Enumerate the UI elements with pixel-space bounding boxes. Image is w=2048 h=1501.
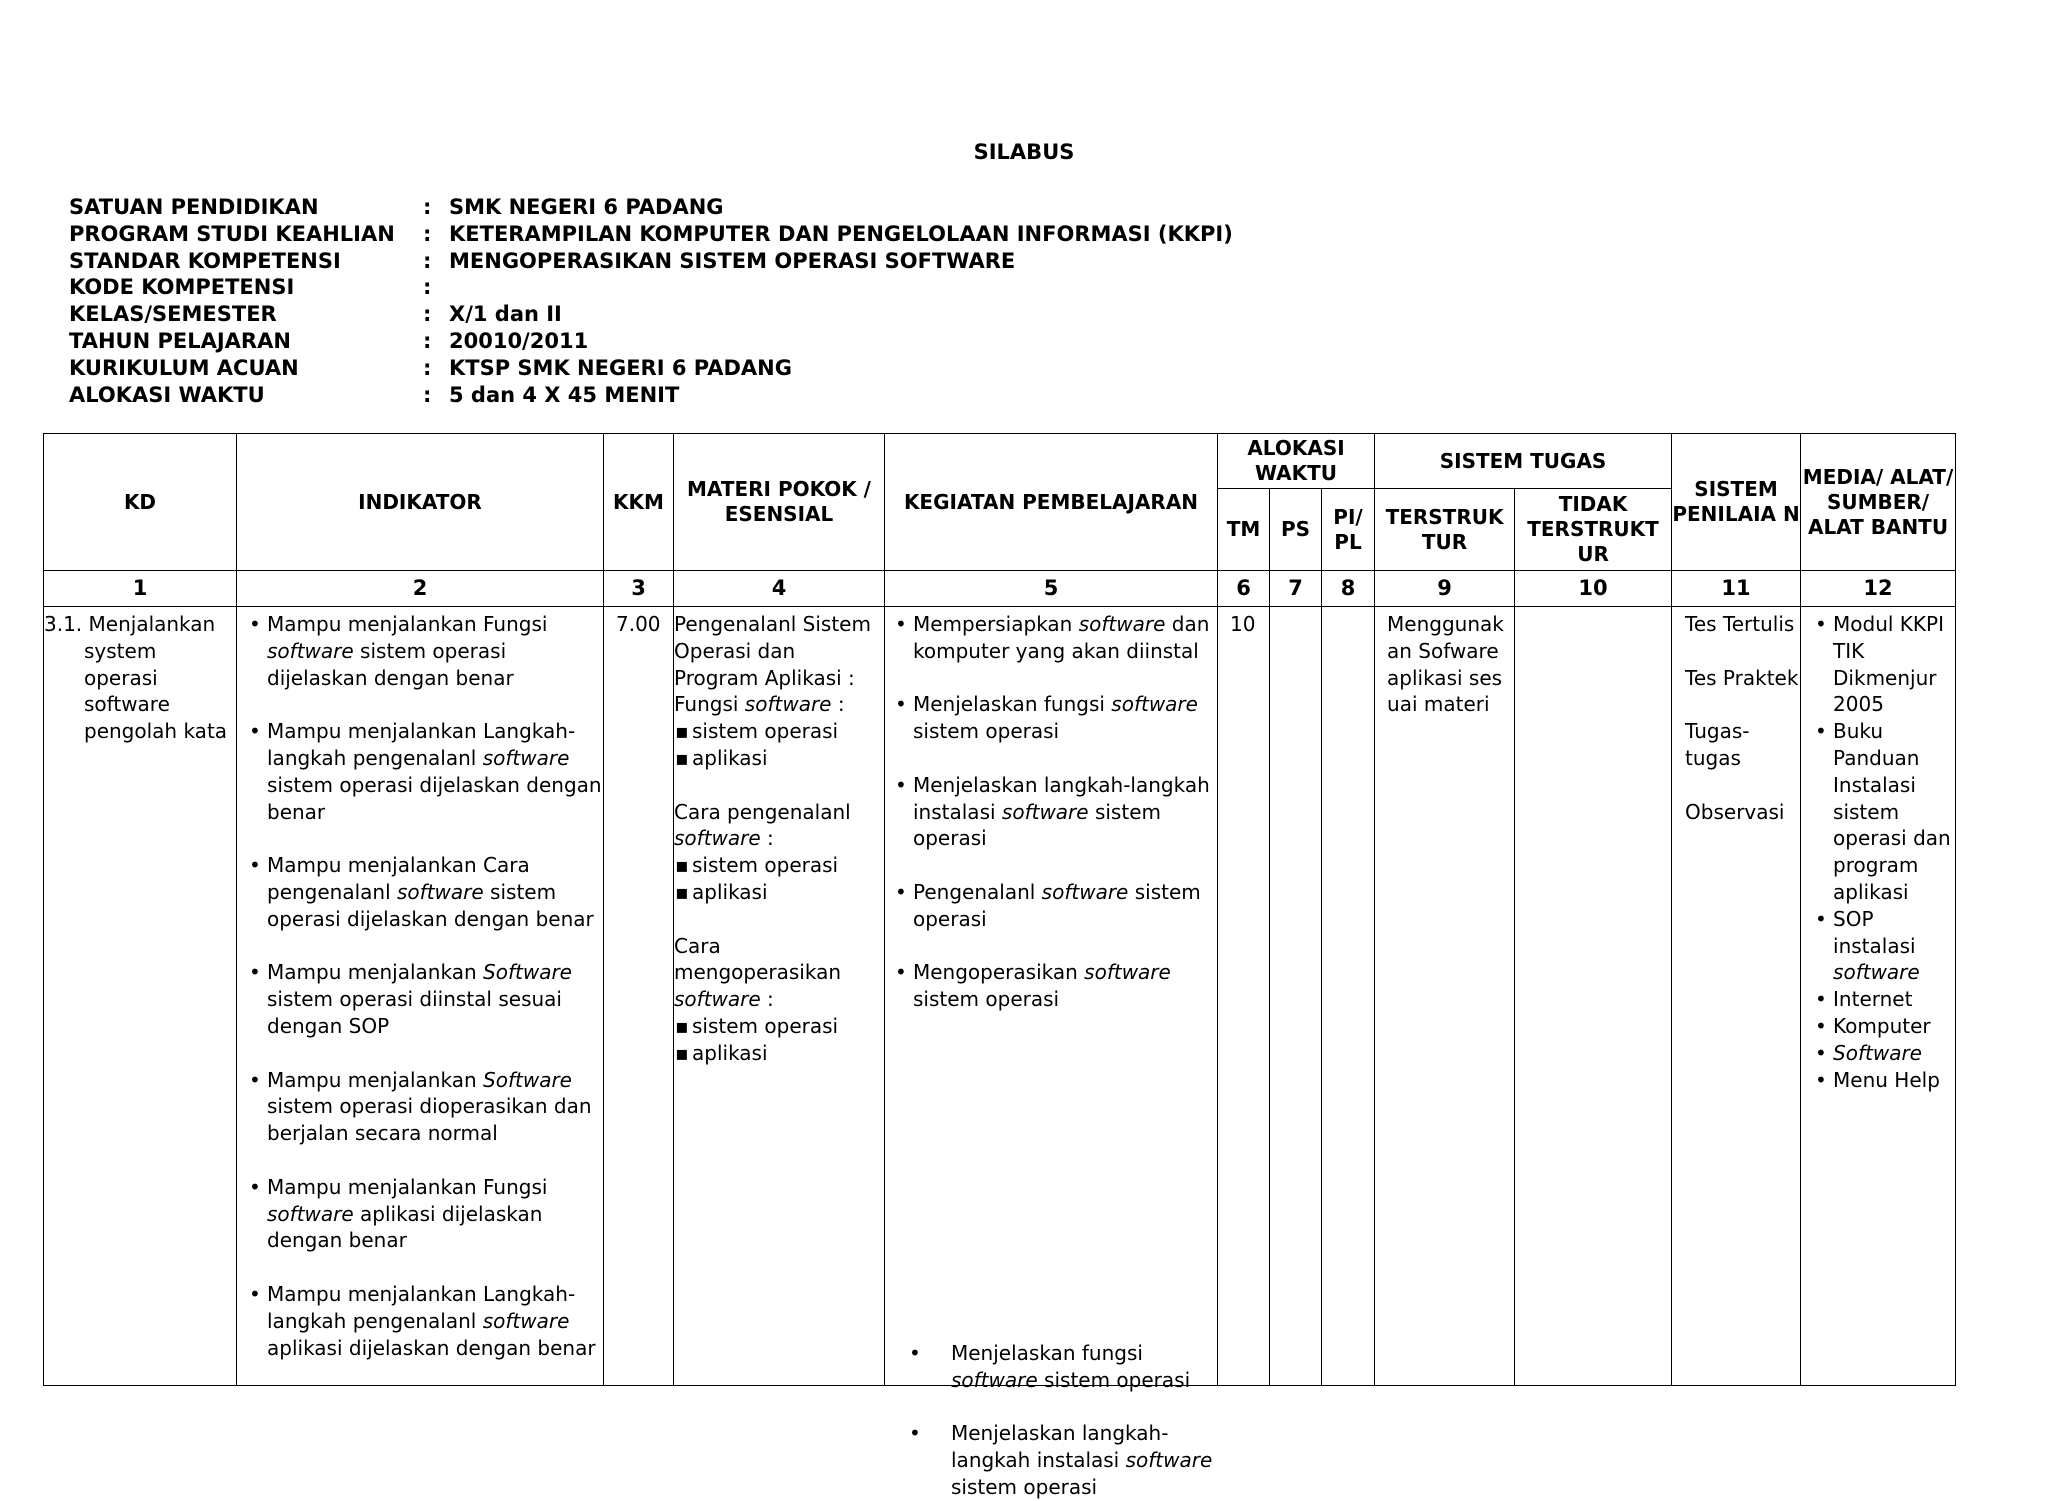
indikator-list [245, 611, 603, 1361]
info-label: PROGRAM STUDI KEAHLIAN [69, 221, 395, 246]
materi-item: ▪ aplikasi [674, 1040, 884, 1067]
header-media: MEDIA/ ALAT/ SUMBER/ ALAT BANTU [1801, 434, 1956, 571]
materi-cara: Cara pengenalanl software : [674, 799, 851, 851]
media-item: • Menu Help [1811, 1067, 1951, 1094]
materi-cara-list [674, 852, 884, 906]
header-tidak-terstruktur: TIDAK TERSTRUKT UR [1515, 489, 1672, 571]
col-number: 7 [1270, 571, 1322, 607]
header-indikator: INDIKATOR [237, 434, 604, 571]
info-value: X/1 dan II [449, 302, 562, 327]
penilaian-item: Tugas-tugas [1685, 719, 1750, 770]
kegiatan-item: • Pengenalanl software sistem operasi [891, 879, 1211, 933]
tm-value: 10 [1230, 612, 1256, 636]
indikator-item: • Mampu menjalankan Software sistem operasi dioperasikan dan berjalan secara normal [245, 1067, 603, 1147]
info-row-alokasi [69, 382, 1233, 409]
kegiatan-item: • Menjelaskan fungsi software sistem operasi [891, 691, 1211, 745]
info-label: TAHUN PELAJARAN [69, 328, 291, 353]
indikator-item: • Mampu menjalankan Cara pengenalanl software sistem operasi dijelaskan dengan benar [245, 852, 603, 932]
kegiatan-item: • Mengoperasikan software sistem operasi [891, 959, 1211, 1013]
materi-item: ▪ sistem operasi [674, 718, 884, 745]
info-colon: : [423, 221, 432, 246]
info-colon: : [423, 248, 432, 273]
media-item: • Modul KKPI TIK Dikmenjur 2005 [1811, 611, 1951, 718]
materi-operasi: Cara mengoperasikan software : [674, 933, 842, 1012]
info-colon: : [423, 195, 432, 219]
info-row-program [69, 221, 1233, 248]
header-materi: MATERI POKOK / ESENSIAL [674, 434, 885, 571]
penilaian-cell [1672, 607, 1801, 1386]
info-value: KETERAMPILAN KOMPUTER DAN PENGELOLAAN INFORMASI (KKPI) [449, 221, 1233, 246]
kkm-value: 7.00 [616, 612, 661, 636]
col-number: 5 [885, 571, 1218, 607]
terstruktur-cell [1375, 607, 1515, 1386]
kegiatan-list [891, 611, 1211, 1013]
terstruktur-text: Menggunakan Sofware aplikasi sesuai materi [1387, 612, 1504, 717]
header-alokasi: ALOKASI WAKTU [1218, 434, 1375, 489]
materi-item: ▪ aplikasi [674, 745, 884, 772]
info-value: SMK NEGERI 6 PADANG [449, 195, 724, 219]
info-row-kurikulum [69, 355, 1233, 382]
syllabus-table [43, 433, 1956, 1499]
info-label: KODE KOMPETENSI [69, 275, 295, 300]
info-value: KTSP SMK NEGERI 6 PADANG [449, 355, 792, 380]
info-label: KELAS/SEMESTER [69, 302, 277, 327]
indikator-cell [237, 607, 604, 1386]
kegiatan-item: • Menjelaskan fungsi software sistem operasi [885, 1340, 1217, 1394]
materi-fungsi-list [674, 718, 884, 772]
info-colon: : [423, 275, 432, 300]
col-number: 9 [1375, 571, 1515, 607]
materi-item: ▪ aplikasi [674, 879, 884, 906]
media-item: • SOP instalasi software [1811, 906, 1951, 986]
header-ps: PS [1270, 489, 1322, 571]
col-number: 6 [1218, 571, 1270, 607]
media-item: • Software [1811, 1040, 1951, 1067]
materi-intro: Pengenalanl Sistem Operasi dan Program Aplikasi : [674, 612, 871, 690]
header-penilaian: SISTEM PENILAIA N [1672, 434, 1801, 571]
indikator-item: • Mampu menjalankan Software sistem operasi diinstal sesuai dengan SOP [245, 959, 603, 1039]
header-kegiatan: KEGIATAN PEMBELAJARAN [885, 434, 1218, 571]
info-colon: : [423, 382, 432, 407]
col-number: 4 [674, 571, 885, 607]
col-number: 3 [604, 571, 674, 607]
info-row-tahun [69, 328, 1233, 355]
info-value: MENGOPERASIKAN SISTEM OPERASI SOFTWARE [449, 248, 1016, 273]
materi-item: ▪ sistem operasi [674, 852, 884, 879]
penilaian-item: Observasi [1685, 799, 1785, 824]
media-item: • Komputer [1811, 1013, 1951, 1040]
materi-cell [674, 607, 885, 1386]
info-row-standar [69, 248, 1233, 275]
penilaian-item: Tes Praktek [1685, 665, 1799, 690]
info-row-kode [69, 274, 1233, 301]
col-number: 11 [1672, 571, 1801, 607]
kegiatan-late-list [885, 1340, 1217, 1501]
col-number: 12 [1801, 571, 1956, 607]
header-tm: TM [1218, 489, 1270, 571]
kegiatan-item: • Menjelaskan langkah-langkah instalasi software sistem operasi [891, 772, 1211, 852]
info-label: ALOKASI WAKTU [69, 382, 265, 407]
info-value: 20010/2011 [449, 328, 589, 353]
pi-cell [1322, 607, 1375, 1386]
media-list [1811, 611, 1951, 1093]
info-value [449, 274, 1233, 301]
kd-cell [44, 607, 237, 1386]
tm-cell [1218, 607, 1270, 1386]
penilaian-item: Tes Tertulis [1685, 612, 1795, 636]
header-pi: PI/ PL [1322, 489, 1375, 571]
col-number: 8 [1322, 571, 1375, 607]
col-number: 1 [44, 571, 237, 607]
indikator-item: • Mampu menjalankan Langkah-langkah pengenalanl software aplikasi dijelaskan dengan benar [245, 1281, 603, 1361]
header-terstruktur: TERSTRUK TUR [1375, 489, 1515, 571]
info-colon: : [423, 328, 432, 353]
materi-item: ▪ sistem operasi [674, 1013, 884, 1040]
materi-fungsi: Fungsi software : [674, 692, 845, 717]
materi-operasi-list [674, 1013, 884, 1067]
info-label: STANDAR KOMPETENSI [69, 248, 341, 273]
info-colon: : [423, 302, 432, 327]
header-sistem-tugas: SISTEM TUGAS [1375, 434, 1672, 489]
kegiatan-cell [885, 607, 1218, 1499]
kegiatan-late-block [885, 1340, 1217, 1501]
col-number: 2 [237, 571, 604, 607]
indikator-item: • Mampu menjalankan Fungsi software sistem operasi dijelaskan dengan benar [245, 611, 603, 691]
info-label: KURIKULUM ACUAN [69, 355, 299, 380]
header-kd: KD [44, 434, 237, 571]
info-block [69, 194, 1233, 408]
kkm-cell [604, 607, 674, 1386]
info-label: SATUAN PENDIDIKAN [69, 195, 319, 219]
header-kkm: KKM [604, 434, 674, 571]
kegiatan-item: • Menjelaskan langkah-langkah instalasi software sistem operasi [885, 1420, 1217, 1500]
info-value: 5 dan 4 X 45 MENIT [449, 382, 680, 407]
media-item: • Internet [1811, 986, 1951, 1013]
page-title: SILABUS [973, 140, 1075, 164]
indikator-item: • Mampu menjalankan Fungsi software aplikasi dijelaskan dengan benar [245, 1174, 603, 1254]
indikator-item: • Mampu menjalankan Langkah-langkah pengenalanl software sistem operasi dijelaskan dengan benar [245, 718, 603, 825]
tidak-terstruktur-cell [1515, 607, 1672, 1386]
info-colon: : [423, 355, 432, 380]
ps-cell [1270, 607, 1322, 1386]
media-item: • Buku Panduan Instalasi sistem operasi dan program aplikasi [1811, 718, 1951, 906]
kegiatan-item: • Mempersiapkan software dan komputer yang akan diinstal [891, 611, 1211, 665]
info-row-kelas [69, 301, 1233, 328]
kd-text: 3.1. Menjalankan system operasi software pengolah kata [44, 612, 228, 744]
media-cell [1801, 607, 1956, 1386]
col-number: 10 [1515, 571, 1672, 607]
info-row-satuan [69, 194, 1233, 221]
